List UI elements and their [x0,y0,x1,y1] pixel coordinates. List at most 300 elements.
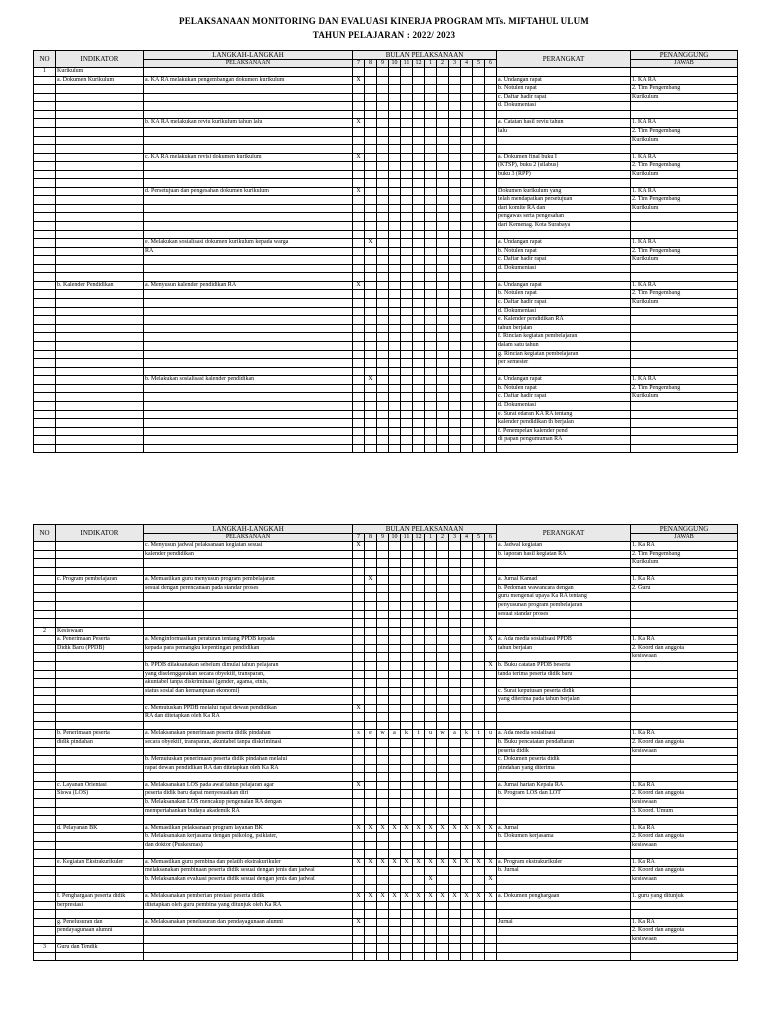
table-row [34,841,738,850]
cell-month-mark [353,204,365,213]
cell-month-mark [401,764,413,773]
cell-indikator [56,324,144,333]
cell-month-mark [413,550,425,559]
cell-month-mark [473,213,485,222]
cell-month-mark [425,264,437,273]
cell-month-mark: X [353,76,365,85]
cell-indikator [56,807,144,816]
cell-perangkat: b. Buku pencatatan pendaftaran [497,739,631,748]
cell-no: 2 [34,627,56,636]
cell-month-mark [473,85,485,94]
cell-month-mark [461,436,473,445]
cell-month-mark [425,230,437,238]
cell-penanggung-jawab [631,756,738,765]
cell-month-mark [449,627,461,636]
cell-langkah [144,93,353,102]
cell-month-mark [377,102,389,111]
cell-no [34,927,56,936]
cell-month-mark [437,281,449,290]
cell-month-mark [449,670,461,679]
cell-month-mark [473,256,485,265]
cell-indikator [56,350,144,359]
cell-month-mark [449,256,461,265]
cell-month-mark [377,542,389,551]
cell-month-mark [437,384,449,393]
cell-indikator [56,704,144,713]
cell-month-mark [401,187,413,196]
cell-month-mark [377,93,389,102]
cell-month-mark: X [353,704,365,713]
cell-month-mark [389,162,401,171]
cell-month-mark [401,419,413,428]
cell-langkah [144,601,353,610]
header-penanggung: PENANGGUNG [631,525,738,534]
cell-indikator: Guru dan Tendik [56,944,144,953]
cell-month-mark [389,781,401,790]
table-body-page-1 [34,68,738,453]
cell-indikator: a. Dokumen Kurikulum [56,76,144,85]
cell-month-mark [437,884,449,892]
cell-month-mark [473,636,485,645]
cell-month-mark [425,179,437,187]
cell-month-mark [461,213,473,222]
cell-month-mark [425,593,437,602]
cell-indikator [56,679,144,688]
cell-month-mark [449,713,461,722]
cell-month-mark [449,601,461,610]
cell-month-mark [365,704,377,713]
cell-penanggung-jawab: 2. Koord dan anggota [631,644,738,653]
cell-month-mark [353,384,365,393]
cell-month-mark [413,679,425,688]
cell-month-mark [449,799,461,808]
cell-month-mark [377,179,389,187]
cell-month-mark [485,790,497,799]
cell-perangkat: b. Dokumen kerjasama [497,833,631,842]
cell-month-mark [401,341,413,350]
table-row [34,170,738,179]
cell-perangkat: d. Dokumentasi [497,401,631,410]
cell-month-mark [425,427,437,436]
cell-indikator: b. Kalender Pendidikan [56,281,144,290]
cell-month-mark [461,299,473,308]
cell-no [34,892,56,901]
cell-month-mark [353,764,365,773]
monitoring-table-page-2 [33,524,738,961]
cell-month-mark [389,127,401,136]
cell-langkah: mempertahankan budaya akademik RA [144,807,353,816]
cell-month-mark [401,239,413,248]
cell-perangkat: g. Rincian kegiatan pembelajaran [497,350,631,359]
cell-month-mark [365,739,377,748]
cell-month-mark [461,559,473,568]
cell-penanggung-jawab: 1. KA RA [631,281,738,290]
cell-month-mark [365,350,377,359]
cell-month-mark [449,264,461,273]
cell-month-mark [401,204,413,213]
cell-no [34,127,56,136]
cell-month-mark [389,576,401,585]
cell-month-mark [401,927,413,936]
cell-month-mark [449,102,461,111]
cell-month-mark [449,679,461,688]
cell-month-mark [377,247,389,256]
cell-no [34,153,56,162]
cell-langkah [144,653,353,662]
cell-month-mark [437,256,449,265]
cell-month-mark [365,619,377,627]
cell-month-mark [353,213,365,222]
cell-month-mark [461,427,473,436]
cell-month-mark [425,204,437,213]
cell-indikator: pendayagunaan alumni [56,927,144,936]
cell-month-mark [353,559,365,568]
cell-month-mark [461,799,473,808]
cell-month-mark [473,444,485,452]
cell-month-mark [485,316,497,325]
table-row [34,790,738,799]
cell-penanggung-jawab [631,264,738,273]
cell-perangkat: d. Dokumentasi [497,264,631,273]
cell-month-mark [449,110,461,118]
table-row [34,68,738,77]
cell-no [34,444,56,452]
cell-month-mark: X [377,824,389,833]
cell-month-mark [473,550,485,559]
cell-month-mark [401,875,413,884]
cell-month-mark [449,273,461,281]
cell-month-mark [365,213,377,222]
cell-month-mark [353,867,365,876]
cell-month-mark: X [377,892,389,901]
cell-month-mark [473,867,485,876]
table-row [34,781,738,790]
cell-month-mark [413,93,425,102]
cell-perangkat: dari Kemenag. Kota Surabaya [497,222,631,231]
cell-langkah [144,273,353,281]
cell-indikator [56,179,144,187]
cell-month-mark [413,341,425,350]
cell-indikator [56,204,144,213]
table-row [34,273,738,281]
cell-month-mark [461,239,473,248]
cell-month-mark [389,204,401,213]
cell-month-mark [413,427,425,436]
cell-month-mark [461,187,473,196]
cell-month-mark [353,247,365,256]
cell-month-mark [377,584,389,593]
cell-perangkat: (KTSP), buku 2 (silabus) [497,162,631,171]
cell-month-mark [365,179,377,187]
cell-month-mark [401,333,413,342]
cell-perangkat: c. Daftar hadir rapat [497,93,631,102]
cell-month-mark [413,316,425,325]
table-row [34,927,738,936]
cell-month-mark: w [377,730,389,739]
cell-month-mark [461,644,473,653]
cell-no [34,747,56,756]
cell-indikator [56,145,144,153]
cell-month-mark [437,162,449,171]
cell-month-mark [377,256,389,265]
cell-month-mark [389,601,401,610]
cell-perangkat [497,110,631,118]
cell-no [34,636,56,645]
cell-month-mark [473,644,485,653]
cell-month-mark [401,644,413,653]
cell-month-mark [413,162,425,171]
cell-month-mark [377,307,389,316]
cell-no [34,230,56,238]
cell-month-mark [449,179,461,187]
cell-month-mark [389,901,401,910]
cell-month-mark [437,644,449,653]
cell-month-mark [425,653,437,662]
cell-month-mark [437,110,449,118]
cell-month-mark [401,679,413,688]
header-langkah-sub: PELAKSANAAN [144,534,353,542]
month-header: 7 [353,60,365,68]
cell-month-mark [485,867,497,876]
cell-month-mark [413,790,425,799]
cell-month-mark [389,593,401,602]
cell-langkah: b. KA RA melakukan reviu kurikulum tahun lalu [144,119,353,128]
cell-month-mark [353,444,365,452]
cell-month-mark [401,179,413,187]
cell-month-mark [449,567,461,575]
cell-month-mark [389,918,401,927]
cell-month-mark [437,410,449,419]
cell-month-mark [437,619,449,627]
cell-penanggung-jawab [631,661,738,670]
cell-perangkat [497,850,631,858]
cell-month-mark [365,653,377,662]
cell-month-mark [353,884,365,892]
cell-perangkat [497,68,631,77]
cell-month-mark [425,764,437,773]
cell-month-mark [389,85,401,94]
cell-month-mark [449,93,461,102]
cell-month-mark [473,679,485,688]
cell-month-mark [437,307,449,316]
cell-month-mark [425,110,437,118]
cell-month-mark [473,384,485,393]
cell-month-mark [401,636,413,645]
cell-month-mark [389,884,401,892]
cell-month-mark [461,153,473,162]
cell-month-mark [449,222,461,231]
cell-month-mark [425,290,437,299]
cell-perangkat [497,567,631,575]
cell-month-mark [377,324,389,333]
cell-month-mark [437,153,449,162]
cell-month-mark [365,230,377,238]
cell-month-mark [425,747,437,756]
page-2-sheet [33,524,737,961]
cell-month-mark [449,401,461,410]
cell-month-mark [425,584,437,593]
cell-month-mark [473,281,485,290]
cell-month-mark [485,307,497,316]
cell-langkah [144,367,353,375]
cell-month-mark [389,713,401,722]
cell-month-mark [389,384,401,393]
cell-month-mark: X [365,824,377,833]
cell-langkah: akuntabel tanpa diskriminasi (gender, agama, etnis, [144,679,353,688]
cell-month-mark [389,636,401,645]
cell-month-mark [485,739,497,748]
cell-perangkat [497,230,631,238]
cell-penanggung-jawab [631,444,738,452]
cell-month-mark [461,910,473,918]
cell-month-mark [437,584,449,593]
table-row [34,576,738,585]
cell-month-mark [413,264,425,273]
cell-month-mark [413,576,425,585]
cell-langkah [144,196,353,205]
cell-month-mark [413,670,425,679]
cell-langkah [144,910,353,918]
cell-month-mark [437,419,449,428]
cell-month-mark [377,739,389,748]
cell-month-mark [353,127,365,136]
cell-month-mark [377,807,389,816]
cell-month-mark [461,264,473,273]
cell-month-mark [437,401,449,410]
cell-month-mark [449,136,461,145]
cell-month-mark [389,401,401,410]
cell-month-mark [473,944,485,953]
cell-month-mark [389,704,401,713]
cell-no [34,644,56,653]
cell-month-mark [377,610,389,619]
cell-month-mark [425,542,437,551]
cell-month-mark [473,722,485,730]
cell-month-mark [413,153,425,162]
cell-month-mark [377,273,389,281]
cell-month-mark [401,944,413,953]
cell-month-mark [365,756,377,765]
cell-month-mark [377,884,389,892]
cell-month-mark [401,162,413,171]
cell-month-mark [437,341,449,350]
cell-month-mark [413,256,425,265]
cell-month-mark [377,76,389,85]
cell-month-mark [473,264,485,273]
cell-month-mark [461,653,473,662]
cell-month-mark [437,781,449,790]
cell-perangkat [497,935,631,944]
cell-langkah: a. Melaksanakan penelusuran dan pendayagunaan alumni [144,918,353,927]
cell-perangkat [497,927,631,936]
doc-subtitle: TAHUN PELAJARAN : 2022/ 2023 [312,30,456,40]
cell-month-mark [413,627,425,636]
cell-month-mark [389,756,401,765]
cell-month-mark [437,841,449,850]
cell-perangkat [497,910,631,918]
cell-month-mark [449,162,461,171]
cell-month-mark [353,875,365,884]
cell-no [34,436,56,445]
cell-month-mark [449,367,461,375]
cell-month-mark [425,222,437,231]
cell-langkah [144,136,353,145]
cell-month-mark [401,610,413,619]
cell-month-mark: e [365,730,377,739]
cell-month-mark [389,696,401,705]
cell-perangkat: a. Dokumen final buku I [497,153,631,162]
cell-month-mark [461,247,473,256]
cell-indikator [56,550,144,559]
cell-langkah [144,935,353,944]
cell-indikator: berprestasi [56,901,144,910]
cell-penanggung-jawab: Kurikulum [631,256,738,265]
cell-month-mark [377,661,389,670]
cell-month-mark [437,944,449,953]
cell-perangkat: c. Daftar hadir rapat [497,299,631,308]
cell-no [34,807,56,816]
cell-month-mark [353,601,365,610]
cell-penanggung-jawab [631,230,738,238]
cell-indikator [56,239,144,248]
cell-indikator [56,384,144,393]
cell-month-mark [437,661,449,670]
cell-indikator [56,264,144,273]
cell-month-mark [377,627,389,636]
cell-month-mark [425,136,437,145]
cell-month-mark [425,239,437,248]
cell-month-mark [365,593,377,602]
cell-month-mark [401,687,413,696]
cell-perangkat: a. Catatan hasil reviu tahun [497,119,631,128]
cell-month-mark: X [365,576,377,585]
table-row [34,747,738,756]
cell-perangkat: Jurnal [497,918,631,927]
cell-month-mark [413,944,425,953]
cell-perangkat: sesuai standar proses [497,610,631,619]
cell-month-mark [473,884,485,892]
cell-month-mark [461,841,473,850]
cell-penanggung-jawab: 2. Tim Pengembang [631,196,738,205]
cell-month-mark [461,807,473,816]
cell-month-mark [401,833,413,842]
cell-month-mark [461,679,473,688]
cell-penanggung-jawab [631,764,738,773]
cell-month-mark [461,550,473,559]
cell-indikator [56,867,144,876]
cell-langkah: b. Melaksanakan evaluasi peserta didik sesuai dengan jenis dan jadwal [144,875,353,884]
cell-no [34,384,56,393]
cell-month-mark [377,281,389,290]
cell-month-mark [437,790,449,799]
cell-perangkat [497,145,631,153]
cell-month-mark [473,230,485,238]
table-row [34,76,738,85]
cell-month-mark [425,756,437,765]
cell-no [34,670,56,679]
cell-month-mark [437,875,449,884]
cell-perangkat: guru mengenai upaya Ka RA tentang [497,593,631,602]
cell-penanggung-jawab [631,419,738,428]
cell-no [34,359,56,368]
cell-month-mark [437,576,449,585]
cell-month-mark [461,593,473,602]
cell-penanggung-jawab [631,704,738,713]
cell-month-mark [413,696,425,705]
cell-penanggung-jawab: 2. Tim Pengembang [631,550,738,559]
cell-month-mark: X [353,119,365,128]
cell-month-mark [365,661,377,670]
